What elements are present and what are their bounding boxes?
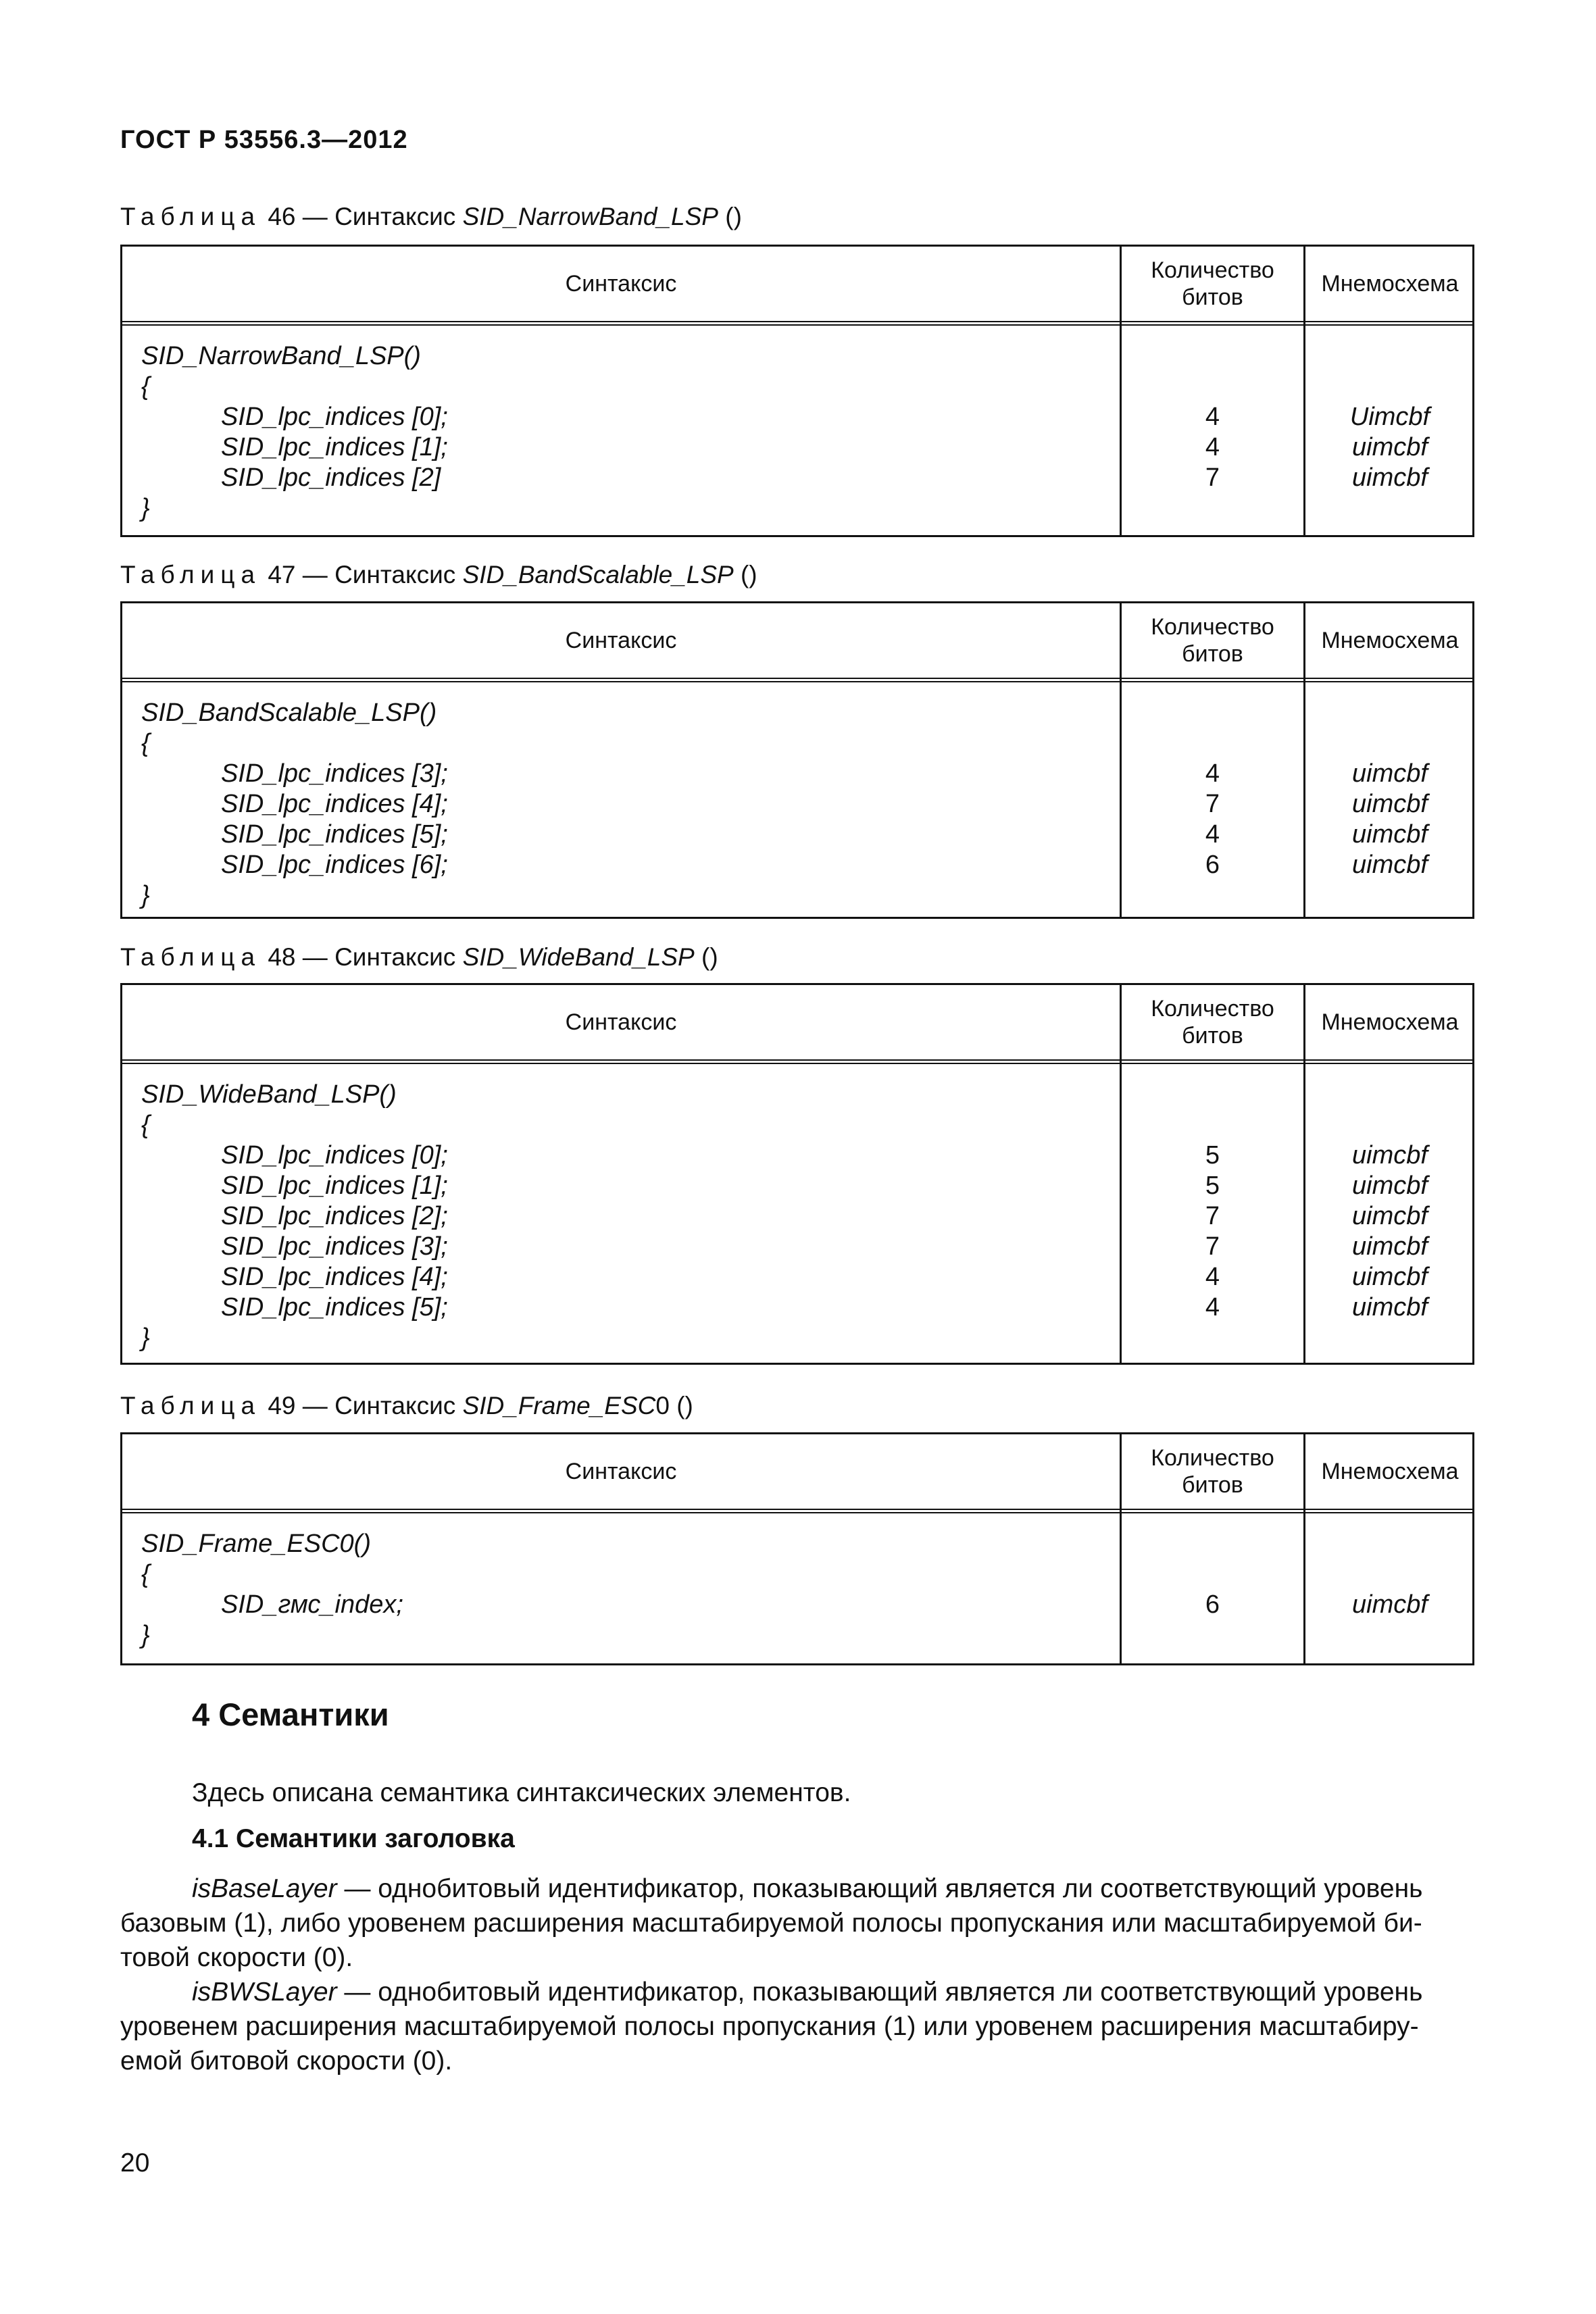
caption-func-name: SID_Frame_ESC <box>462 1392 656 1419</box>
mnemonic-value: Uimcbf <box>1349 403 1430 431</box>
bits-value: 4 <box>1205 433 1220 461</box>
table-header <box>122 985 1472 1064</box>
syntax-table <box>120 601 1474 919</box>
table-row: SID_lpc_indices [0]; <box>221 1141 448 1169</box>
col-bits-header: Количество битов <box>1151 257 1274 310</box>
table-row: SID_lpc_indices [4]; <box>221 1263 448 1291</box>
caption-text: 47 — Синтаксис <box>261 561 463 588</box>
col-mnemonic-header: Мнемосхема <box>1321 271 1459 297</box>
bits-value: 5 <box>1205 1172 1220 1200</box>
paragraph-line: базовым (1), либо уровенем расширения масштабируемой полосы пропускания или масштабируемой би- <box>120 1909 1422 1938</box>
section-title: 4 Семантики <box>192 1696 389 1732</box>
paragraph-line: isBaseLayer — однобитовый идентификатор, показывающий является ли соответствующий уровень <box>192 1874 1423 1903</box>
bits-value: 4 <box>1205 403 1220 431</box>
open-brace: { <box>141 1560 150 1588</box>
mnemonic-value: uimcbf <box>1352 790 1428 818</box>
mnemonic-value: uimcbf <box>1352 1141 1428 1169</box>
close-brace: } <box>141 1621 150 1649</box>
col-mnemonic-header: Мнемосхема <box>1321 1459 1459 1484</box>
table-caption <box>120 943 718 972</box>
table-row: SID_lpc_indices [4]; <box>221 790 448 818</box>
table-row: SID_lpc_indices [1]; <box>221 433 448 461</box>
bits-value: 6 <box>1205 851 1220 879</box>
caption-func-name: SID_BandScalable_LSP <box>462 561 734 588</box>
term-isbwslayer: isBWSLayer <box>192 1978 337 2007</box>
mnemonic-value: uimcbf <box>1352 1263 1428 1291</box>
table-row: SID_lpc_indices [3]; <box>221 759 448 788</box>
table-header <box>122 247 1472 326</box>
caption-tail: () <box>694 943 718 971</box>
paragraph-line: isBWSLayer — однобитовый идентификатор, показывающий является ли соответствующий уровень <box>192 1978 1423 2007</box>
term-isbaselayer: isBaseLayer <box>192 1874 337 1903</box>
table-row: SID_lpc_indices [1]; <box>221 1172 448 1200</box>
open-brace: { <box>141 729 150 757</box>
caption-func-name: SID_NarrowBand_LSP <box>462 203 718 230</box>
mnemonic-value: uimcbf <box>1352 463 1428 492</box>
table-caption <box>120 203 742 231</box>
caption-text: 46 — Синтаксис <box>261 203 463 230</box>
caption-text: 49 — Синтаксис <box>261 1392 463 1419</box>
mnemonic-value: uimcbf <box>1352 433 1428 461</box>
bits-value: 7 <box>1205 463 1220 492</box>
table-row: SID_lpc_indices [2] <box>221 463 441 492</box>
caption-tail: 0 () <box>655 1392 693 1419</box>
document-header: ГОСТ Р 53556.3—2012 <box>120 126 408 154</box>
table-row: SID_lpc_indices [3]; <box>221 1232 448 1261</box>
col-syntax-header: Синтаксис <box>565 271 677 297</box>
caption-label: Таблица <box>120 203 261 230</box>
syntax-table <box>120 245 1474 537</box>
close-brace: } <box>141 1324 150 1352</box>
bits-value: 4 <box>1205 759 1220 788</box>
col-bits-header: Количество битов <box>1151 1445 1274 1498</box>
caption-func-name: SID_WideBand_LSP <box>462 943 695 971</box>
mnemonic-value: uimcbf <box>1352 1293 1428 1322</box>
mnemonic-value: uimcbf <box>1352 1590 1428 1619</box>
syntax-table <box>120 983 1474 1365</box>
table-header <box>122 603 1472 682</box>
open-brace: { <box>141 372 150 401</box>
mnemonic-value: uimcbf <box>1352 1202 1428 1230</box>
bits-value: 4 <box>1205 1263 1220 1291</box>
bits-value: 6 <box>1205 1590 1220 1619</box>
col-syntax-header: Синтаксис <box>565 628 677 653</box>
col-bits-header: Количество битов <box>1151 996 1274 1049</box>
page-number: 20 <box>120 2148 150 2178</box>
bits-value: 4 <box>1205 1293 1220 1322</box>
open-brace: { <box>141 1111 150 1139</box>
caption-tail: () <box>718 203 742 230</box>
table-row: SID_lpc_indices [2]; <box>221 1202 448 1230</box>
function-name: SID_BandScalable_LSP() <box>141 699 437 727</box>
caption-label: Таблица <box>120 943 261 971</box>
paragraph-line: емой битовой скорости (0). <box>120 2046 453 2076</box>
syntax-table <box>120 1432 1474 1665</box>
section-intro: Здесь описана семантика синтаксических элементов. <box>192 1778 851 1807</box>
mnemonic-value: uimcbf <box>1352 1232 1428 1261</box>
table-row: SID_гмс_index; <box>221 1590 403 1619</box>
function-name: SID_Frame_ESC0() <box>141 1530 371 1558</box>
col-syntax-header: Синтаксис <box>565 1009 677 1035</box>
function-name: SID_NarrowBand_LSP() <box>141 342 421 370</box>
col-syntax-header: Синтаксис <box>565 1459 677 1484</box>
caption-label: Таблица <box>120 561 261 588</box>
caption-text: 48 — Синтаксис <box>261 943 463 971</box>
bits-value: 4 <box>1205 820 1220 849</box>
table-row: SID_lpc_indices [5]; <box>221 1293 448 1322</box>
caption-tail: () <box>733 561 757 588</box>
table-caption <box>120 561 757 589</box>
paragraph-line: уровенем расширения масштабируемой полосы пропускания (1) или уровенем расширения масштабиру- <box>120 2012 1419 2041</box>
table-row: SID_lpc_indices [5]; <box>221 820 448 849</box>
table-header <box>122 1434 1472 1513</box>
function-name: SID_WideBand_LSP() <box>141 1080 397 1109</box>
mnemonic-value: uimcbf <box>1352 759 1428 788</box>
bits-value: 7 <box>1205 790 1220 818</box>
subsection-title: 4.1 Семантики заголовка <box>192 1824 515 1853</box>
bits-value: 5 <box>1205 1141 1220 1169</box>
table-row: SID_lpc_indices [6]; <box>221 851 448 879</box>
bits-value: 7 <box>1205 1202 1220 1230</box>
close-brace: } <box>141 494 150 522</box>
table-row: SID_lpc_indices [0]; <box>221 403 448 431</box>
mnemonic-value: uimcbf <box>1352 1172 1428 1200</box>
close-brace: } <box>141 881 150 909</box>
bits-value: 7 <box>1205 1232 1220 1261</box>
mnemonic-value: uimcbf <box>1352 820 1428 849</box>
mnemonic-value: uimcbf <box>1352 851 1428 879</box>
col-mnemonic-header: Мнемосхема <box>1321 1009 1459 1035</box>
col-mnemonic-header: Мнемосхема <box>1321 628 1459 653</box>
caption-label: Таблица <box>120 1392 261 1419</box>
col-bits-header: Количество битов <box>1151 614 1274 667</box>
paragraph-line: товой скорости (0). <box>120 1943 353 1972</box>
table-caption <box>120 1392 693 1420</box>
